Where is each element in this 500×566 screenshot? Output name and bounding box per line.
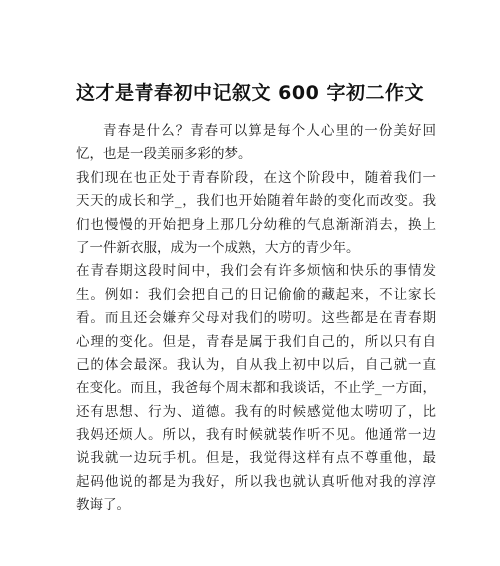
essay-line: 了一件新衣服，成为一个成熟，大方的青少年。 — [76, 239, 360, 256]
essay-line: 己的体会最深。我认为，自从我上初中以后，自己就一直 — [76, 356, 436, 373]
essay-line: 教诲了。 — [76, 497, 130, 514]
essay-line: 生。例如：我们会把自己的日记偷偷的藏起来，不让家长 — [76, 286, 436, 303]
essay-line: 我妈还烦人。所以，我有时候就装作听不见。他通常一边 — [76, 427, 436, 444]
essay-body — [76, 120, 436, 518]
essay-line: 在青春期这段时间中，我们会有许多烦恼和快乐的事情发 — [76, 263, 436, 280]
essay-line: 在变化。而且，我爸每个周末都和我谈话，不止学_一方面， — [76, 380, 436, 397]
essay-line: 看。而且还会嫌弃父母对我们的唠叨。这些都是在青春期 — [76, 310, 436, 327]
essay-line: 们也慢慢的开始把身上那几分幼稚的气息渐渐消去，换上 — [76, 216, 436, 233]
essay-line: 还有思想、行为、道德。我有的时候感觉他太唠叨了，比 — [76, 403, 436, 420]
essay-line: 起码他说的都是为我好，所以我也就认真听他对我的淳淳 — [76, 473, 436, 490]
essay-line: 天天的成长和学_，我们也开始随着年龄的变化而改变。我 — [76, 193, 436, 210]
essay-line: 我们现在也正处于青春阶段，在这个阶段中，随着我们一 — [76, 169, 436, 186]
essay-line: 青春是什么？青春可以算是每个人心里的一份美好回 — [103, 123, 436, 139]
essay-line: 心理的变化。但是，青春是属于我们自己的，所以只有自 — [76, 333, 436, 350]
document-title: 这才是青春初中记叙文 600 字初二作文 — [76, 82, 424, 104]
essay-line: 忆，也是一段美丽多彩的梦。 — [76, 146, 252, 163]
essay-line: 说我就一边玩手机。但是，我觉得这样有点不尊重他，最 — [76, 450, 436, 467]
